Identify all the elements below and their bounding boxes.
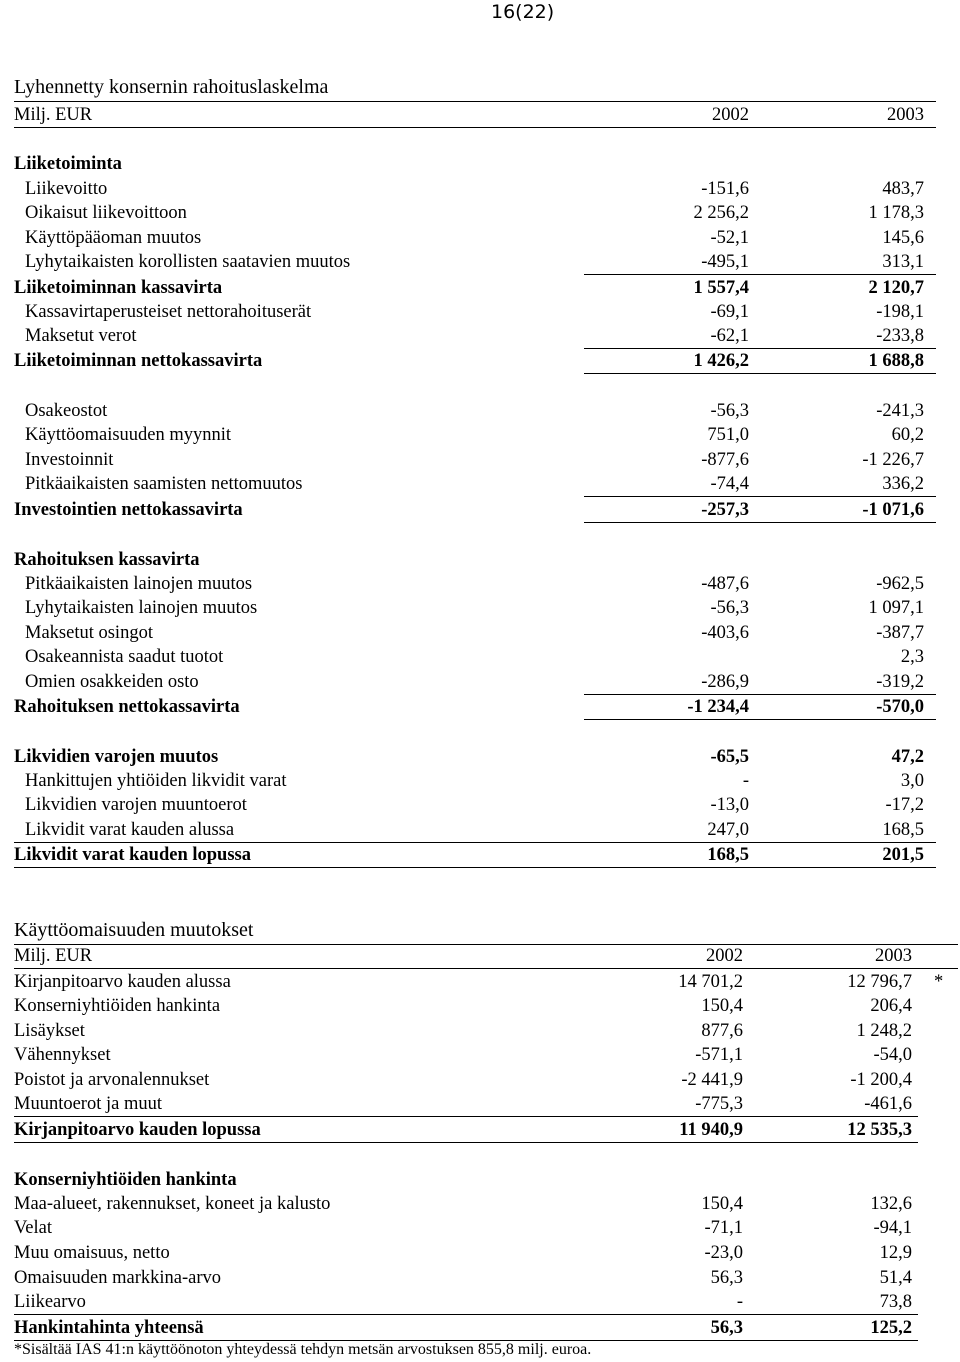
row-value-2002: 56,3 (710, 1268, 743, 1288)
row-value-2002: -23,0 (704, 1243, 743, 1263)
total-value-2003: 1 688,8 (868, 351, 924, 371)
row-value-2003: 2,3 (900, 647, 924, 667)
cash-flow-title: Lyhennetty konsernin rahoituslaskelma (14, 76, 329, 98)
row-value-2002: -56,3 (710, 598, 749, 618)
row-value-2003: 483,7 (882, 179, 924, 199)
section-heading: Liiketoiminta (14, 154, 122, 174)
row-label: Pitkäaikaisten lainojen muutos (25, 574, 253, 594)
row-label: Poistot ja arvonalennukset (14, 1070, 210, 1090)
row-value-2002: -571,1 (695, 1045, 743, 1065)
total-rule (14, 867, 936, 868)
row-value-2003: -319,2 (876, 672, 924, 692)
row-value-2002: -403,6 (701, 623, 749, 643)
row-value-2003: 3,0 (900, 771, 924, 791)
row-value-2003: -962,5 (876, 574, 924, 594)
row-label: Maksetut osingot (25, 623, 153, 643)
row-label: Kassavirtaperusteiset nettorahoituserät (25, 302, 312, 322)
subtotal-rule (584, 496, 936, 497)
row-value-2002: 150,4 (701, 996, 743, 1016)
subtotal-rule (584, 274, 936, 275)
row-value-2003: -1 200,4 (850, 1070, 912, 1090)
row-label: Muuntoerot ja muut (14, 1094, 162, 1114)
row-value-2002: -71,1 (704, 1218, 743, 1238)
row-value-2003: -94,1 (873, 1218, 912, 1238)
row-label: Lisäykset (14, 1021, 85, 1041)
total-label: Kirjanpitoarvo kauden lopussa (14, 1120, 261, 1140)
row-label: Maksetut verot (25, 326, 137, 346)
total-value-2003: -570,0 (876, 697, 924, 717)
row-value-2002: -62,1 (710, 326, 749, 346)
row-value-2003: -17,2 (885, 795, 924, 815)
row-value-2003: 1 097,1 (868, 598, 924, 618)
column-header-2002: 2002 (706, 946, 743, 966)
total-value-2002: 11 940,9 (679, 1120, 743, 1140)
total-value-2002: 56,3 (710, 1318, 743, 1338)
row-value-2003: 132,6 (870, 1194, 912, 1214)
row-label: Osakeostot (25, 401, 108, 421)
section-heading: Konserniyhtiöiden hankinta (14, 1170, 237, 1190)
row-label: Kirjanpitoarvo kauden alussa (14, 972, 231, 992)
total-rule (14, 1142, 918, 1143)
row-value-2002: 2 256,2 (693, 203, 749, 223)
footnote: *Sisältää IAS 41:n käyttöönoton yhteydessä tehdyn metsän arvostuksen 855,8 milj. euroa. (14, 1341, 592, 1358)
total-label: Liiketoiminnan nettokassavirta (14, 351, 263, 371)
row-value-2002: -286,9 (701, 672, 749, 692)
row-value-2003: 313,1 (882, 252, 924, 272)
total-label: Rahoituksen nettokassavirta (14, 697, 240, 717)
row-label: Lyhytaikaisten lainojen muutos (25, 598, 258, 618)
row-value-2002: -74,4 (710, 474, 749, 494)
total-value-2002: -65,5 (710, 747, 749, 767)
row-value-2002: 247,0 (707, 820, 749, 840)
row-label: Omien osakkeiden osto (25, 672, 199, 692)
row-value-2002: -13,0 (710, 795, 749, 815)
row-value-2003: -461,6 (864, 1094, 912, 1114)
row-value-2003: 168,5 (882, 820, 924, 840)
row-value-2002: -69,1 (710, 302, 749, 322)
row-label: Lyhytaikaisten korollisten saatavien muutos (25, 252, 351, 272)
total-label: Investointien nettokassavirta (14, 500, 243, 520)
title-rule (14, 101, 936, 102)
total-value-2002: 1 426,2 (693, 351, 749, 371)
total-value-2002: -1 234,4 (687, 697, 749, 717)
row-label: Omaisuuden markkina-arvo (14, 1268, 222, 1288)
total-value-2002: -257,3 (701, 500, 749, 520)
section-heading: Rahoituksen kassavirta (14, 550, 200, 570)
subtotal-value-2002: 1 557,4 (693, 278, 749, 298)
row-value-2003: 145,6 (882, 228, 924, 248)
footnote-marker: * (934, 972, 944, 992)
row-label: Hankittujen yhtiöiden likvidit varat (25, 771, 287, 791)
column-header-2003: 2003 (887, 105, 924, 125)
row-label: Pitkäaikaisten saamisten nettomuutos (25, 474, 303, 494)
row-value-2003: -198,1 (876, 302, 924, 322)
row-label: Likvidien varojen muuntoerot (25, 795, 247, 815)
subtotal-label: Liiketoiminnan kassavirta (14, 278, 223, 298)
total-value-2003: 12 535,3 (847, 1120, 912, 1140)
row-value-2003: -1 226,7 (862, 450, 924, 470)
total-rule (584, 719, 936, 720)
row-value-2002: -775,3 (695, 1094, 743, 1114)
page-number: 16(22) (491, 1, 555, 23)
total-value-2003: 201,5 (882, 845, 924, 865)
fixed-assets-title: Käyttöomaisuuden muutokset (14, 919, 254, 941)
row-value-2003: -387,7 (876, 623, 924, 643)
row-value-2002: -2 441,9 (681, 1070, 743, 1090)
row-value-2003: 1 178,3 (868, 203, 924, 223)
subtotal-rule (14, 1314, 918, 1315)
total-value-2003: 125,2 (870, 1318, 912, 1338)
row-value-2003: 60,2 (891, 425, 924, 445)
header-rule (14, 127, 936, 128)
total-rule (584, 522, 936, 523)
row-value-2002: 14 701,2 (678, 972, 743, 992)
subtotal-value-2003: 2 120,7 (868, 278, 924, 298)
row-value-2002: -877,6 (701, 450, 749, 470)
row-value-2002: -52,1 (710, 228, 749, 248)
row-label: Likvidit varat kauden alussa (25, 820, 235, 840)
total-rule (584, 373, 936, 374)
row-label: Velat (14, 1218, 53, 1238)
row-label: Investoinnit (25, 450, 114, 470)
row-value-2003: 73,8 (879, 1292, 912, 1312)
row-value-2002: -56,3 (710, 401, 749, 421)
total-value-2003: 47,2 (891, 747, 924, 767)
row-label: Käyttöpääoman muutos (25, 228, 202, 248)
column-header-2002: 2002 (712, 105, 749, 125)
row-value-2002: -151,6 (701, 179, 749, 199)
row-value-2003: -233,8 (876, 326, 924, 346)
row-value-2003: 1 248,2 (856, 1021, 912, 1041)
row-label: Käyttöomaisuuden myynnit (25, 425, 232, 445)
row-value-2003: 12 796,7 (847, 972, 912, 992)
row-label: Oikaisut liikevoittoon (25, 203, 187, 223)
row-label: Liikevoitto (25, 179, 108, 199)
total-label: Likvidit varat kauden lopussa (14, 845, 251, 865)
row-value-2002: -495,1 (701, 252, 749, 272)
subtotal-rule (14, 1116, 918, 1117)
row-value-2002: - (742, 771, 749, 791)
row-label: Muu omaisuus, netto (14, 1243, 170, 1263)
row-value-2003: 336,2 (882, 474, 924, 494)
row-label: Maa-alueet, rakennukset, koneet ja kalusto (14, 1194, 331, 1214)
row-label: Osakeannista saadut tuotot (25, 647, 224, 667)
row-value-2002: 877,6 (701, 1021, 743, 1041)
title-rule (14, 944, 958, 945)
row-value-2002: 751,0 (707, 425, 749, 445)
row-value-2003: -241,3 (876, 401, 924, 421)
unit-label: Milj. EUR (14, 946, 93, 966)
row-value-2003: 51,4 (879, 1268, 912, 1288)
row-value-2002: - (736, 1292, 743, 1312)
row-value-2003: 12,9 (879, 1243, 912, 1263)
row-value-2003: 206,4 (870, 996, 912, 1016)
row-value-2002: -487,6 (701, 574, 749, 594)
row-label: Vähennykset (14, 1045, 111, 1065)
total-value-2003: -1 071,6 (862, 500, 924, 520)
column-header-2003: 2003 (875, 946, 912, 966)
row-label: Konserniyhtiöiden hankinta (14, 996, 221, 1016)
total-value-2002: 168,5 (707, 845, 749, 865)
row-value-2002: 150,4 (701, 1194, 743, 1214)
total-label: Hankintahinta yhteensä (14, 1318, 204, 1338)
total-label: Likvidien varojen muutos (14, 747, 219, 767)
row-label: Liikearvo (14, 1292, 86, 1312)
row-value-2003: -54,0 (873, 1045, 912, 1065)
unit-label: Milj. EUR (14, 105, 93, 125)
header-rule (14, 968, 958, 969)
